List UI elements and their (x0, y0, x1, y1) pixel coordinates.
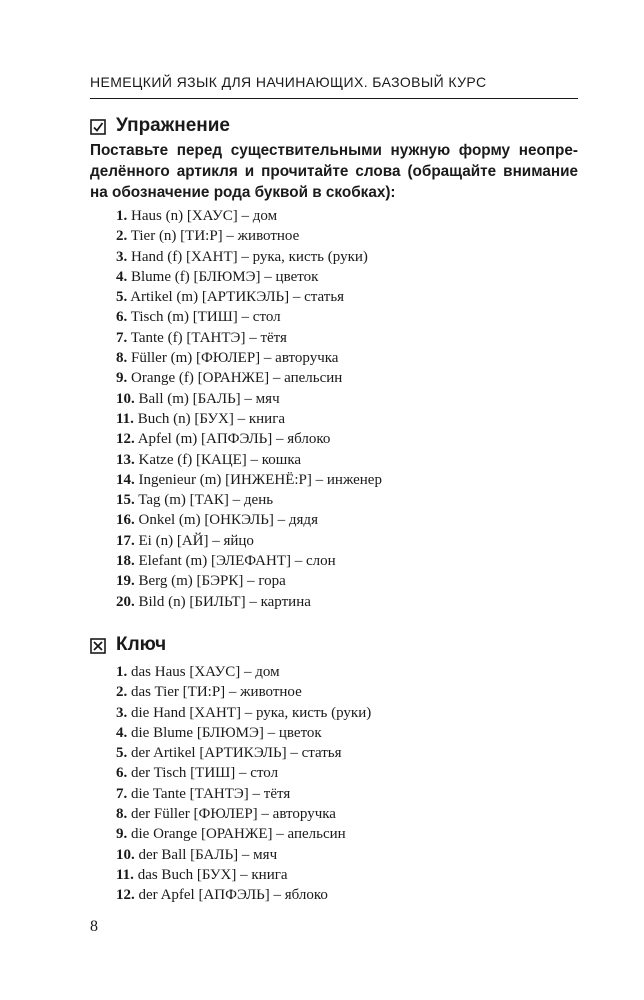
item-text: Tante (f) [ТАНТЭ] – тётя (130, 329, 287, 346)
item-number: 3. (116, 248, 128, 265)
item-text: Blume (f) [БЛЮМЭ] – цветок (131, 268, 319, 285)
list-item (116, 592, 382, 612)
item-number: 2. (116, 228, 128, 245)
item-number: 18. (116, 553, 135, 570)
list-item (116, 307, 382, 327)
item-text: die Orange [ОРАНЖЕ] – апельсин (131, 826, 346, 843)
list-item (116, 703, 371, 723)
list-item (116, 571, 382, 591)
item-number: 12. (116, 887, 135, 904)
list-item (116, 328, 382, 348)
exercise-title (90, 115, 230, 137)
item-text: der Ball [БАЛЬ] – мяч (138, 846, 278, 863)
item-number: 3. (116, 704, 128, 721)
running-head: НЕМЕЦКИЙ ЯЗЫК ДЛЯ НАЧИНАЮЩИХ. БАЗОВЫЙ КУРС (90, 74, 487, 90)
item-text: Tag (m) [ТАК] – день (138, 492, 274, 509)
header-rule (90, 98, 578, 99)
item-text: der Füller [ФЮЛЕР] – авторучка (131, 806, 336, 823)
list-item (116, 784, 371, 804)
key-list (116, 662, 371, 906)
item-text: die Tante [ТАНТЭ] – тётя (131, 785, 291, 802)
item-text: Artikel (m) [АРТИКЭЛЬ] – статья (130, 289, 345, 306)
item-number: 11. (116, 866, 134, 883)
list-item (116, 389, 382, 409)
item-number: 8. (116, 806, 128, 823)
item-number: 4. (116, 724, 128, 741)
list-item (116, 267, 382, 287)
item-text: Ingenieur (m) [ИНЖЕНЁ:Р] – инженер (138, 471, 382, 488)
item-text: Hand (f) [ХАНТ] – рука, кисть (руки) (131, 248, 368, 265)
item-text: Haus (n) [ХАУС] – дом (131, 208, 278, 224)
list-item (116, 429, 382, 449)
item-number: 16. (116, 512, 135, 529)
list-item (116, 662, 371, 682)
item-text: Ei (n) [АЙ] – яйцо (138, 532, 254, 549)
list-item (116, 885, 371, 905)
item-text: Bild (n) [БИЛЬТ] – картина (138, 593, 311, 610)
list-item (116, 763, 371, 783)
list-item (116, 845, 371, 865)
list-item (116, 551, 382, 571)
item-number: 17. (116, 532, 135, 549)
item-number: 10. (116, 846, 135, 863)
item-text: Tier (n) [ТИ:Р] – животное (130, 228, 300, 245)
item-number: 1. (116, 208, 128, 224)
list-item (116, 368, 382, 388)
list-item (116, 824, 371, 844)
item-text: Füller (m) [ФЮЛЕР] – авторучка (131, 350, 339, 367)
item-number: 12. (116, 431, 135, 448)
list-item (116, 348, 382, 368)
item-text: Apfel (m) [АПФЭЛЬ] – яблоко (137, 431, 331, 448)
list-item (116, 865, 371, 885)
item-text: der Apfel [АПФЭЛЬ] – яблоко (138, 887, 328, 904)
item-text: die Blume [БЛЮМЭ] – цветок (131, 724, 322, 741)
item-number: 19. (116, 573, 135, 590)
page-number: 8 (90, 918, 98, 935)
list-item (116, 723, 371, 743)
list-item (116, 490, 382, 510)
item-text: Katze (f) [КАЦЕ] – кошка (138, 451, 302, 468)
item-text: der Artikel [АРТИКЭЛЬ] – статья (131, 745, 342, 762)
item-number: 20. (116, 593, 135, 610)
item-number: 14. (116, 471, 135, 488)
item-number: 1. (116, 664, 128, 680)
item-text: Orange (f) [ОРАНЖЕ] – апельсин (131, 370, 343, 387)
list-item (116, 450, 382, 470)
item-number: 9. (116, 826, 128, 843)
item-text: Berg (m) [БЭРК] – гора (138, 573, 286, 590)
item-text: Onkel (m) [ОНКЭЛЬ] – дядя (138, 512, 318, 529)
item-number: 2. (116, 684, 128, 701)
item-number: 8. (116, 350, 128, 367)
exercise-instruction: Поставьте перед существительными нужную форму неопре-делённого артикля и прочитайте слова (обращайте внимание на обозначение рода буквой в скобках): (90, 142, 578, 201)
list-item (116, 287, 382, 307)
list-item (116, 247, 382, 267)
item-text: Buch (n) [БУХ] – книга (137, 410, 286, 427)
list-item (116, 531, 382, 551)
list-item (116, 804, 371, 824)
item-text: das Tier [ТИ:Р] – животное (131, 684, 302, 701)
exercise-title-text: Упражнение (116, 115, 230, 136)
item-number: 6. (116, 309, 128, 326)
list-item (116, 226, 382, 246)
item-number: 6. (116, 765, 128, 782)
item-number: 5. (116, 745, 128, 762)
exercise-list (116, 206, 382, 612)
item-number: 4. (116, 268, 128, 285)
item-number: 10. (116, 390, 135, 407)
item-number: 5. (116, 289, 128, 306)
list-item (116, 206, 382, 226)
item-text: Ball (m) [БАЛЬ] – мяч (138, 390, 280, 407)
item-number: 7. (116, 329, 128, 346)
list-item (116, 510, 382, 530)
item-number: 13. (116, 451, 135, 468)
list-item (116, 409, 382, 429)
key-title (90, 634, 166, 656)
item-number: 11. (116, 410, 134, 427)
item-text: Tisch (m) [ТИШ] – стол (130, 309, 281, 326)
item-number: 7. (116, 785, 128, 802)
item-text: der Tisch [ТИШ] – стол (131, 765, 279, 782)
list-item (116, 743, 371, 763)
key-title-text: Ключ (116, 634, 167, 655)
item-text: das Haus [ХАУС] – дом (131, 664, 280, 680)
item-number: 9. (116, 370, 128, 387)
checkbox-checked-icon (90, 119, 106, 135)
item-text: das Buch [БУХ] – книга (137, 866, 288, 883)
item-number: 15. (116, 492, 135, 509)
list-item (116, 470, 382, 490)
list-item (116, 682, 371, 702)
item-text: die Hand [ХАНТ] – рука, кисть (руки) (131, 704, 372, 721)
item-text: Elefant (m) [ЭЛЕФАНТ] – слон (138, 553, 336, 570)
checkbox-crossed-icon (90, 638, 106, 654)
